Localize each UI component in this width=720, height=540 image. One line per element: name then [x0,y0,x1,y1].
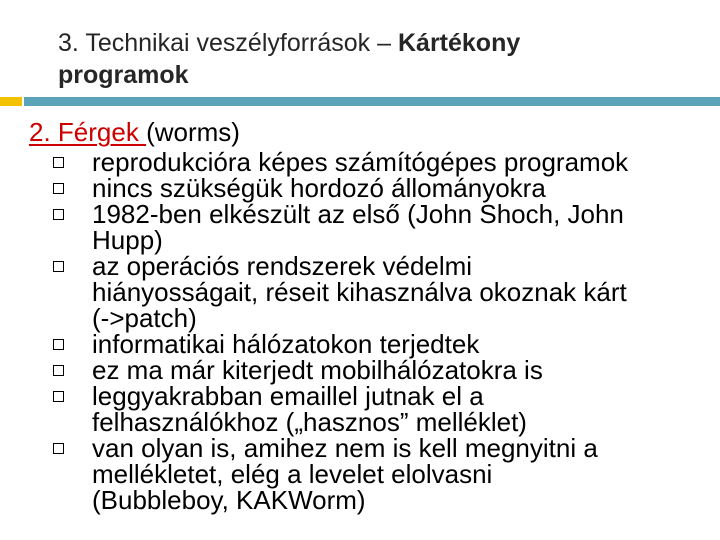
bullet-text: leggyakrabban emaillel jutnak el a felhasználókhoz („hasznos” melléklet) [92,381,527,437]
bullet-text: az operációs rendszerek védelmi hiányosságait, réseit kihasználva okoznak kárt (->patch) [92,251,627,333]
bullet-text: van olyan is, amihez nem is kell megnyitni a mellékletet, elég a levelet elolvasni (Bubbleboy, KAKWorm) [92,433,598,515]
bullet-item [48,357,720,383]
square-bullet-icon [53,443,64,454]
slide-title-bold-1: Kártékony [397,29,521,57]
square-bullet-icon [53,261,64,272]
bullet-item [48,331,720,357]
bullet-item [48,175,720,201]
section-heading-worms: (worms) [146,117,240,147]
bullet-item [48,383,720,435]
bullet-item [48,201,720,253]
bullet-list [48,149,720,513]
slide-title [58,27,658,91]
bullet-item [48,435,720,513]
section-heading [29,117,240,147]
bullet-text: reprodukcióra képes számítógépes programok [92,147,629,177]
square-bullet-icon [53,209,64,220]
square-bullet-icon [53,183,64,194]
square-bullet-icon [53,391,64,402]
accent-square [0,97,22,106]
slide-title-bold-2: programok [58,61,189,89]
square-bullet-icon [53,157,64,168]
square-bullet-icon [53,365,64,376]
bullet-text: ez ma már kiterjedt mobilhálózatokra is [92,355,543,385]
bullet-text: 1982-ben elkészült az első (John Shoch, John Hupp) [92,199,624,255]
bullet-item [48,149,720,175]
bullet-item [48,253,720,331]
slide-title-normal: 3. Technikai veszélyforrások – [58,29,398,57]
section-heading-number: 2. Férgek [29,117,147,147]
bullet-text: informatikai hálózatokon terjedtek [92,329,480,359]
bullet-text: nincs szükségük hordozó állományokra [92,173,546,203]
accent-bar [24,97,720,106]
square-bullet-icon [53,339,64,350]
